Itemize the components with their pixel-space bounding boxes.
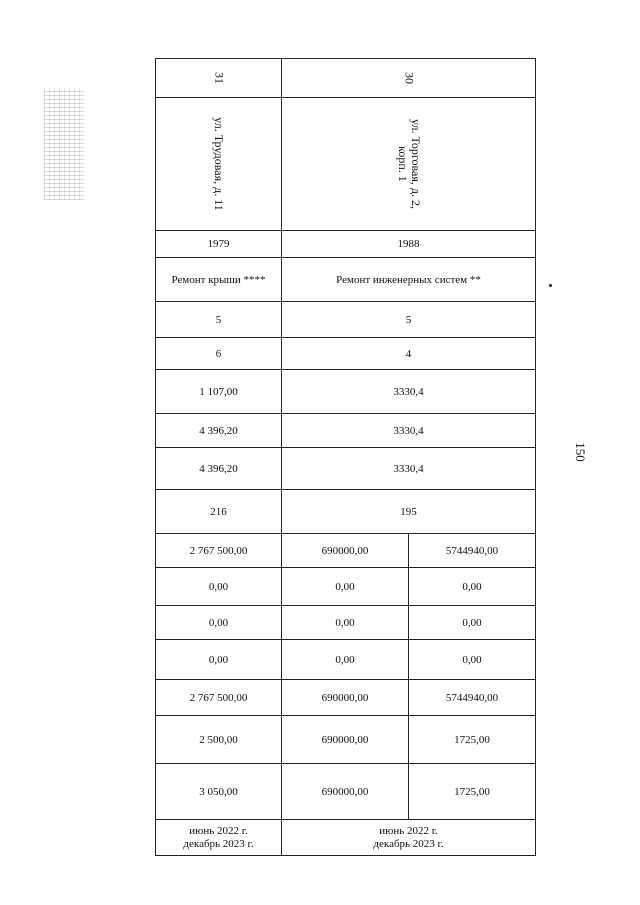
table-cell: Ремонт инженерных систем ** — [282, 258, 536, 302]
table-cell: 3330,4 — [282, 448, 536, 490]
table-row — [156, 568, 536, 606]
table-row-year — [156, 231, 536, 258]
table-row-work-type — [156, 258, 536, 302]
col1-address-cell — [156, 98, 282, 231]
page-number: 150 — [573, 442, 588, 462]
table-cell: 690000,00 — [282, 680, 409, 716]
table-row — [156, 338, 536, 370]
table-cell: 0,00 — [409, 606, 536, 640]
table-cell: 5744940,00 — [409, 680, 536, 716]
table-row — [156, 490, 536, 534]
table-row — [156, 680, 536, 716]
table-cell: 2 767 500,00 — [156, 534, 282, 568]
table-row — [156, 534, 536, 568]
table-cell: 0,00 — [282, 640, 409, 680]
table-cell: 1725,00 — [409, 764, 536, 820]
table-cell: 195 — [282, 490, 536, 534]
col1-address: ул. Трудовая, д. 11 — [211, 117, 226, 211]
table-row-numbers — [156, 59, 536, 98]
table-cell: 1725,00 — [409, 716, 536, 764]
period-start: июнь 2022 г. — [379, 824, 438, 837]
table-cell: 0,00 — [156, 606, 282, 640]
table-row — [156, 716, 536, 764]
repair-program-table — [155, 58, 536, 856]
table-cell: 0,00 — [156, 640, 282, 680]
col2-number-cell — [282, 59, 536, 98]
col2-address-line1: ул. Торговая, д. 2, — [408, 119, 423, 209]
table-row-period — [156, 820, 536, 856]
table-cell: 5 — [282, 302, 536, 338]
table-row-addresses — [156, 98, 536, 231]
table-row — [156, 606, 536, 640]
faded-stamp-image — [44, 88, 84, 200]
table-cell: 3 050,00 — [156, 764, 282, 820]
period-cell-col2 — [282, 820, 536, 856]
period-start: июнь 2022 г. — [189, 824, 248, 837]
table-cell: 4 396,20 — [156, 414, 282, 448]
table-cell: 6 — [156, 338, 282, 370]
table-cell: 0,00 — [156, 568, 282, 606]
table-cell: 3330,4 — [282, 370, 536, 414]
col2-address-cell — [282, 98, 536, 231]
table-row — [156, 302, 536, 338]
table-row — [156, 370, 536, 414]
table-cell: 5 — [156, 302, 282, 338]
table-cell: 2 500,00 — [156, 716, 282, 764]
col2-address — [396, 119, 422, 209]
table-cell: 690000,00 — [282, 534, 409, 568]
period-end: декабрь 2023 г. — [183, 837, 254, 850]
table-row — [156, 640, 536, 680]
col2-number: 30 — [402, 72, 416, 84]
table-cell: 1988 — [282, 231, 536, 258]
table-cell: 4 — [282, 338, 536, 370]
table-cell: 1 107,00 — [156, 370, 282, 414]
table-cell: 4 396,20 — [156, 448, 282, 490]
table-row — [156, 414, 536, 448]
table-cell: 690000,00 — [282, 764, 409, 820]
table-row — [156, 764, 536, 820]
table-cell: 0,00 — [409, 568, 536, 606]
period-cell-col1 — [156, 820, 282, 856]
period-end: декабрь 2023 г. — [373, 837, 444, 850]
table-cell: 5744940,00 — [409, 534, 536, 568]
table-cell: Ремонт крыши **** — [156, 258, 282, 302]
table-cell: 690000,00 — [282, 716, 409, 764]
col1-number: 31 — [212, 72, 226, 84]
table-cell: 2 767 500,00 — [156, 680, 282, 716]
table-cell: 0,00 — [409, 640, 536, 680]
table-cell: 1979 — [156, 231, 282, 258]
table-cell: 3330,4 — [282, 414, 536, 448]
ink-dot — [549, 284, 552, 287]
col2-address-line2: корп. 1 — [395, 146, 410, 182]
table-row — [156, 448, 536, 490]
col1-number-cell — [156, 59, 282, 98]
table-cell: 0,00 — [282, 606, 409, 640]
table-cell: 216 — [156, 490, 282, 534]
table-cell: 0,00 — [282, 568, 409, 606]
